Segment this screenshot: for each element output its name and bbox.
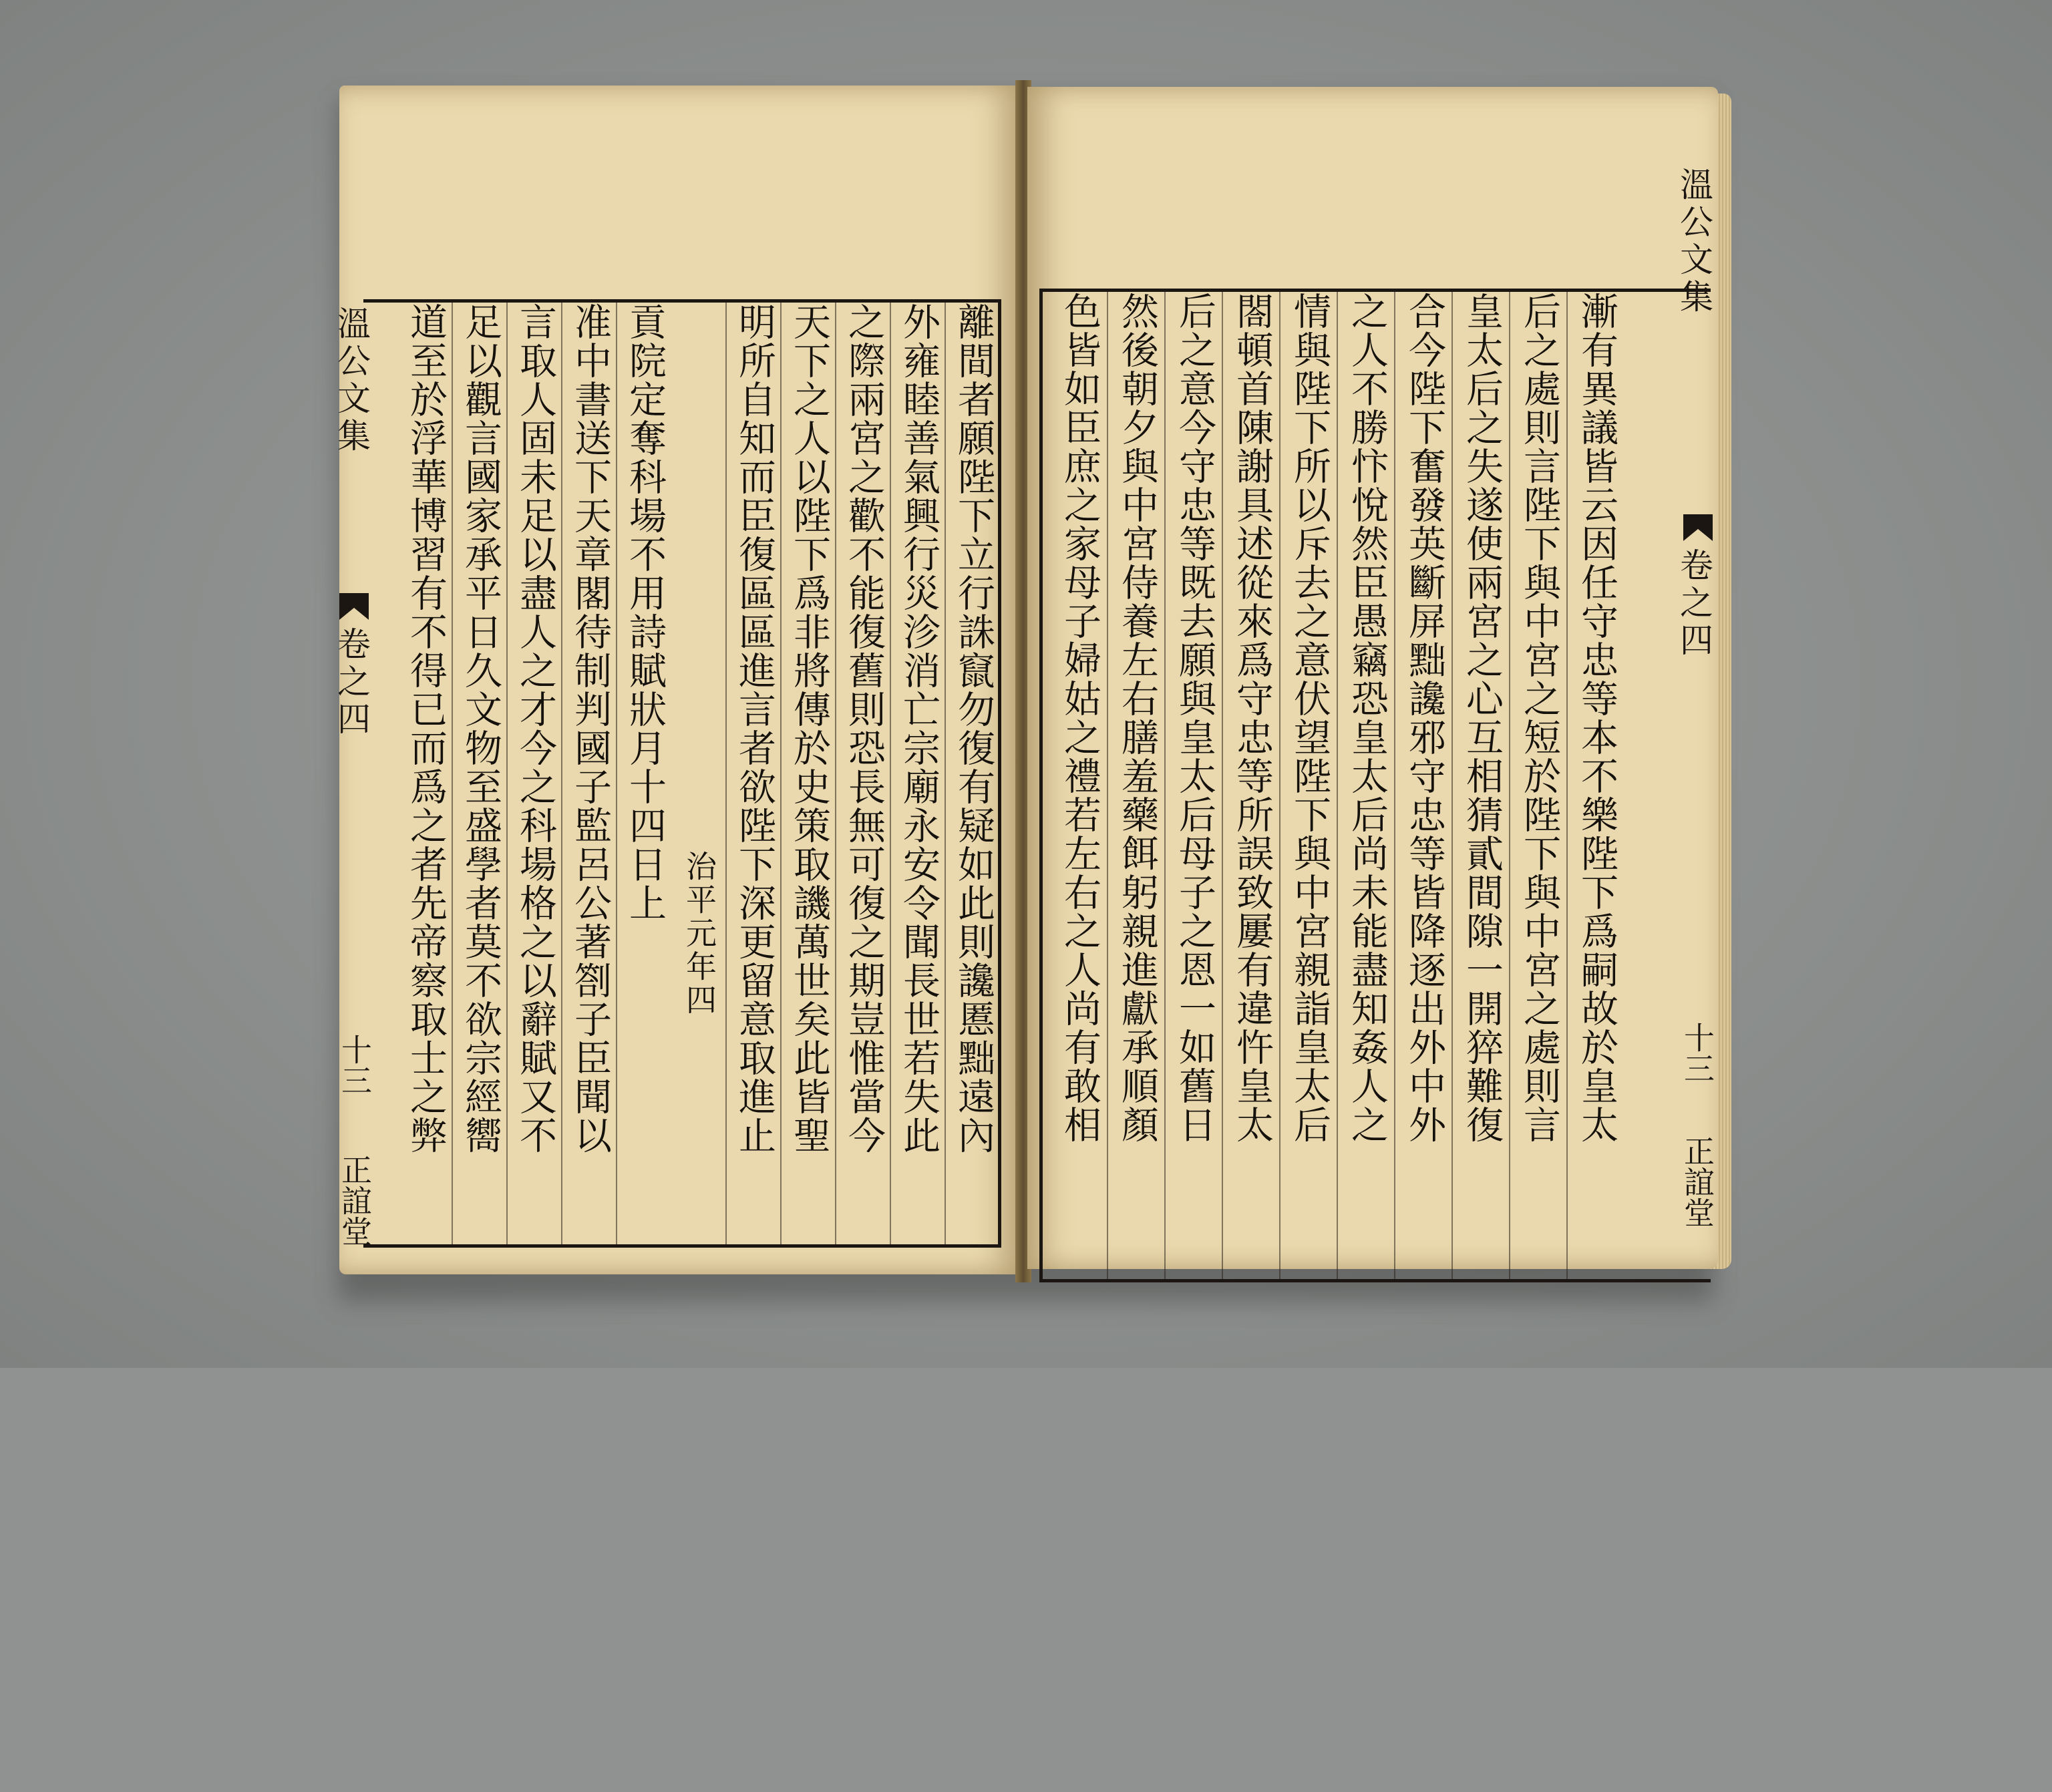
left-col-11: 道至於浮華博習有不得已而爲之者先帝察取士之弊 bbox=[404, 303, 448, 1155]
left-text-frame bbox=[363, 299, 1001, 1248]
column-rule bbox=[890, 303, 891, 1244]
left-col-4: 天下之人以陛下爲非將傳於史策取譏萬世矣此皆聖 bbox=[788, 303, 831, 1155]
left-margin-folio: 十三 bbox=[337, 1034, 373, 1095]
left-col-5: 明所自知而臣復區區進言者欲陛下深更留意取進止 bbox=[733, 303, 776, 1155]
right-margin-volume: 卷之四 bbox=[1675, 548, 1713, 660]
column-rule bbox=[1337, 292, 1338, 1279]
date-note: 治平元年四 bbox=[681, 850, 717, 1017]
right-col-2: 然後朝夕與中宮侍養左右膳羞藥餌躬親進獻承順顏 bbox=[1116, 292, 1159, 1144]
left-col-9: 言取人固未足以盡人之才今之科場格之以辭賦又不 bbox=[514, 303, 557, 1155]
left-col-2: 外雍睦善氣興行災沴消亡宗廟永安令聞長世若失此 bbox=[897, 303, 940, 1155]
column-rule bbox=[780, 303, 782, 1244]
left-col-10: 足以觀言國家承平日久文物至盛學者莫不欲宗經嚮 bbox=[459, 303, 502, 1155]
column-rule bbox=[506, 303, 508, 1244]
column-rule bbox=[1509, 292, 1510, 1279]
column-rule bbox=[1164, 292, 1166, 1279]
column-rule bbox=[725, 303, 727, 1244]
right-col-1: 色皆如臣庶之家母子婦姑之禮若左右之人尚有敢相 bbox=[1058, 292, 1101, 1144]
right-col-5: 情與陛下所以斥去之意伏望陛下與中宮親詣皇太后 bbox=[1288, 292, 1331, 1144]
column-rule bbox=[1107, 292, 1108, 1279]
column-rule bbox=[945, 303, 946, 1244]
right-col-7: 合今陛下奮發英斷屏黜讒邪守忠等皆降逐出外中外 bbox=[1403, 292, 1446, 1144]
column-rule bbox=[1566, 292, 1568, 1279]
right-margin-title: 溫公文集 bbox=[1675, 167, 1713, 317]
left-col-8: 准中書送下天章閣待制判國子監呂公著劄子臣聞以 bbox=[568, 303, 612, 1155]
column-rule bbox=[1222, 292, 1223, 1279]
left-col-1: 離間者願陛下立行誅竄勿復有疑如此則讒慝黜遠內 bbox=[952, 303, 995, 1155]
left-page bbox=[332, 85, 1019, 1274]
column-rule bbox=[561, 303, 562, 1244]
right-col-9: 后之處則言陛下與中宮之短於陛下與中宮之處則言 bbox=[1518, 292, 1561, 1144]
column-rule bbox=[1451, 292, 1453, 1279]
right-col-6: 之人不勝忭悅然臣愚竊恐皇太后尚未能盡知姦人之 bbox=[1345, 292, 1389, 1144]
right-text-frame bbox=[1039, 289, 1711, 1282]
right-col-10: 漸有異議皆云因任守忠等本不樂陛下爲嗣故於皇太 bbox=[1575, 292, 1618, 1144]
left-col-3: 之際兩宮之歡不能復舊則恐長無可復之期豈惟當今 bbox=[842, 303, 886, 1155]
column-rule bbox=[835, 303, 836, 1244]
right-margin-publisher: 正誼堂 bbox=[1679, 1135, 1715, 1228]
left-margin-publisher: 正誼堂 bbox=[337, 1154, 373, 1246]
right-page bbox=[1027, 87, 1718, 1269]
column-rule bbox=[1279, 292, 1280, 1279]
column-rule bbox=[1394, 292, 1395, 1279]
right-margin-folio: 十三 bbox=[1679, 1022, 1715, 1083]
column-rule bbox=[616, 303, 617, 1244]
left-margin-volume: 卷之四 bbox=[332, 626, 371, 739]
left-margin-title: 溫公文集 bbox=[332, 306, 371, 456]
left-col-7: 貢院定奪科場不用詩賦狀月十四日上 bbox=[623, 303, 667, 922]
column-rule bbox=[452, 303, 453, 1244]
right-col-4: 閤頓首陳謝具述從來爲守忠等所誤致屢有違忤皇太 bbox=[1230, 292, 1274, 1144]
right-col-8: 皇太后之失遂使兩宮之心互相猜貳間隙一開猝難復 bbox=[1460, 292, 1504, 1144]
right-col-3: 后之意今守忠等既去願與皇太后母子之恩一如舊日 bbox=[1173, 292, 1216, 1144]
